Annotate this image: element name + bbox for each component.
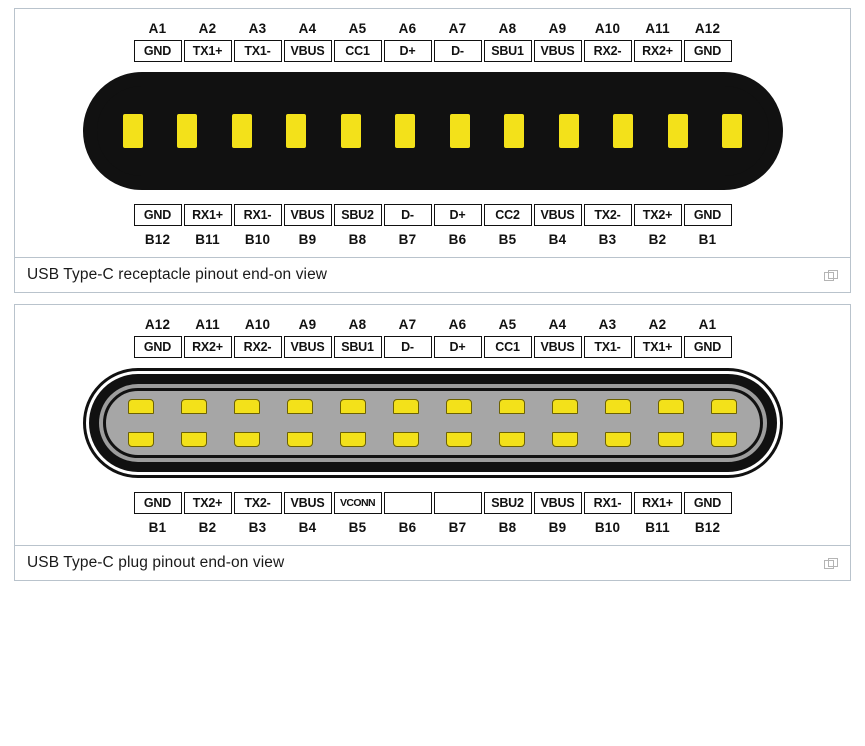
- pin-id: B6: [398, 520, 417, 535]
- pin-id: B10: [244, 232, 271, 247]
- pin-signal-box: SBU2: [334, 204, 382, 226]
- contact-pin: [613, 114, 633, 148]
- pin-id: A10: [594, 21, 621, 36]
- pin-signal-box: D-: [434, 40, 482, 62]
- pin-id: A11: [195, 317, 220, 332]
- receptacle-bottom-signals: [15, 204, 850, 226]
- pin-signal-cell: [183, 492, 233, 514]
- pin-signal-box: GND: [134, 492, 182, 514]
- pin-id: B6: [448, 232, 467, 247]
- pin-signal-cell: [383, 40, 433, 62]
- contact-pin: [552, 399, 578, 414]
- figure-receptacle: [14, 8, 851, 293]
- contact-pin: [450, 114, 470, 148]
- pin-id: B3: [598, 232, 617, 247]
- pin-signal-box: TX2-: [234, 492, 282, 514]
- pin-signal-box: VBUS: [534, 492, 582, 514]
- pin-signal-cell: [283, 204, 333, 226]
- pin-signal-cell: [533, 492, 583, 514]
- pin-signal-box: RX1-: [584, 492, 632, 514]
- contact-pin: [605, 399, 631, 414]
- pin-signal-box: VBUS: [534, 336, 582, 358]
- pin-signal-box: GND: [684, 40, 732, 62]
- receptacle-connector-graphic: [15, 66, 850, 194]
- pin-signal-cell: [183, 40, 233, 62]
- pin-signal-box: RX1-: [234, 204, 282, 226]
- pin-id: A4: [548, 317, 567, 332]
- receptacle-contact-row: [123, 114, 743, 148]
- pin-id: B7: [398, 232, 417, 247]
- pin-id: A2: [198, 21, 217, 36]
- contact-pin: [393, 432, 419, 447]
- contact-pin: [340, 399, 366, 414]
- pin-signal-box: D+: [384, 40, 432, 62]
- pin-id: B10: [594, 520, 621, 535]
- contact-pin: [605, 432, 631, 447]
- pin-signal-box: TX1+: [634, 336, 682, 358]
- pin-signal-cell: [333, 204, 383, 226]
- pin-id: A12: [694, 21, 721, 36]
- pin-id: A7: [448, 21, 467, 36]
- contact-pin: [393, 399, 419, 414]
- pin-id: A8: [498, 21, 517, 36]
- contact-pin: [234, 432, 260, 447]
- pin-signal-cell: [583, 40, 633, 62]
- pin-signal-cell: [283, 336, 333, 358]
- pin-signal-box: VBUS: [284, 492, 332, 514]
- receptacle-caption-bar: [15, 257, 850, 292]
- contact-pin: [181, 432, 207, 447]
- pin-signal-box: VBUS: [284, 336, 332, 358]
- pin-signal-box: GND: [134, 336, 182, 358]
- pin-id: B8: [498, 520, 517, 535]
- pin-signal-box: TX2-: [584, 204, 632, 226]
- pin-id: A11: [645, 21, 670, 36]
- pin-signal-cell: [533, 336, 583, 358]
- pin-signal-box: TX1+: [184, 40, 232, 62]
- pin-id: B11: [645, 520, 670, 535]
- pin-signal-box: RX2+: [184, 336, 232, 358]
- pin-signal-box: CC1: [334, 40, 382, 62]
- pin-signal-cell: [433, 204, 483, 226]
- pin-signal-cell: [333, 492, 383, 514]
- pin-signal-box: RX2+: [634, 40, 682, 62]
- contact-pin: [287, 399, 313, 414]
- plug-connector-graphic: [15, 362, 850, 482]
- pin-signal-cell: [283, 40, 333, 62]
- pin-signal-cell: [233, 204, 283, 226]
- pin-signal-cell: [133, 204, 183, 226]
- pin-signal-box: TX2+: [634, 204, 682, 226]
- pin-signal-box: D-: [384, 204, 432, 226]
- contact-pin: [286, 114, 306, 148]
- pin-signal-box: GND: [684, 204, 732, 226]
- pin-id: A7: [398, 317, 417, 332]
- plug-bottom-signals: [15, 492, 850, 514]
- receptacle-top-signals: [15, 40, 850, 62]
- contact-pin: [668, 114, 688, 148]
- receptacle-bottom-pin-ids: [15, 232, 850, 247]
- contact-pin: [552, 432, 578, 447]
- pin-id: A3: [248, 21, 267, 36]
- pin-signal-cell: [133, 40, 183, 62]
- pin-signal-cell: [433, 40, 483, 62]
- contact-pin: [658, 432, 684, 447]
- pin-signal-box: [384, 492, 432, 514]
- pin-signal-cell: [233, 336, 283, 358]
- contact-pin: [287, 432, 313, 447]
- plug-top-pin-ids: [15, 317, 850, 332]
- pin-id: A8: [348, 317, 367, 332]
- contact-pin: [340, 432, 366, 447]
- receptacle-shell: [83, 72, 783, 190]
- pin-id: B2: [648, 232, 667, 247]
- pin-signal-cell: [183, 204, 233, 226]
- contact-pin: [711, 432, 737, 447]
- plug-top-contact-row: [128, 399, 738, 414]
- pin-id: A9: [298, 317, 317, 332]
- pin-id: B4: [298, 520, 317, 535]
- receptacle-diagram: [15, 9, 850, 257]
- pin-signal-box: [434, 492, 482, 514]
- pin-signal-box: GND: [684, 492, 732, 514]
- pin-signal-cell: [483, 40, 533, 62]
- pin-signal-box: TX2+: [184, 492, 232, 514]
- pin-id: A5: [498, 317, 517, 332]
- pin-signal-box: TX1-: [584, 336, 632, 358]
- contact-pin: [446, 399, 472, 414]
- pin-signal-cell: [233, 40, 283, 62]
- figure-caption: USB Type-C receptacle pinout end-on view: [27, 266, 328, 283]
- pin-signal-cell: [683, 40, 733, 62]
- pin-signal-cell: [383, 204, 433, 226]
- pin-signal-cell: [233, 492, 283, 514]
- contact-pin: [128, 432, 154, 447]
- plug-outline: [83, 368, 783, 478]
- figure-plug: [14, 304, 851, 581]
- pin-id: B1: [698, 232, 717, 247]
- pin-id: A5: [348, 21, 367, 36]
- pin-signal-cell: [633, 40, 683, 62]
- contact-pin: [722, 114, 742, 148]
- pin-signal-box: VBUS: [284, 204, 332, 226]
- pin-signal-cell: [583, 336, 633, 358]
- receptacle-cavity: [97, 86, 769, 176]
- pin-signal-box: VCONN: [334, 492, 382, 514]
- pin-id: B8: [348, 232, 367, 247]
- pin-id: B5: [348, 520, 367, 535]
- pin-signal-box: GND: [134, 204, 182, 226]
- pin-id: A6: [398, 21, 417, 36]
- pin-id: A12: [144, 317, 171, 332]
- contact-pin: [446, 432, 472, 447]
- resize-handle-icon[interactable]: [824, 269, 838, 281]
- pin-signal-cell: [483, 204, 533, 226]
- pin-signal-box: SBU1: [334, 336, 382, 358]
- pin-signal-cell: [183, 336, 233, 358]
- pin-id: B2: [198, 520, 217, 535]
- pin-id: B1: [148, 520, 167, 535]
- pin-id: A2: [648, 317, 667, 332]
- pin-signal-box: RX2-: [234, 336, 282, 358]
- pin-id: A6: [448, 317, 467, 332]
- pin-signal-cell: [433, 336, 483, 358]
- pin-signal-cell: [583, 492, 633, 514]
- pin-signal-cell: [383, 336, 433, 358]
- contact-pin: [232, 114, 252, 148]
- figure-caption: USB Type-C plug pinout end-on view: [27, 554, 285, 571]
- pin-signal-cell: [533, 40, 583, 62]
- pin-id: A3: [598, 317, 617, 332]
- contact-pin: [711, 399, 737, 414]
- pin-signal-cell: [133, 492, 183, 514]
- pin-signal-cell: [633, 336, 683, 358]
- pin-id: B11: [195, 232, 220, 247]
- plug-body: [103, 388, 763, 458]
- plug-top-signals: [15, 336, 850, 358]
- contact-pin: [395, 114, 415, 148]
- pin-signal-cell: [333, 40, 383, 62]
- pin-id: B12: [144, 232, 171, 247]
- pin-signal-cell: [333, 336, 383, 358]
- contact-pin: [177, 114, 197, 148]
- pin-id: A4: [298, 21, 317, 36]
- pin-id: B9: [548, 520, 567, 535]
- pin-signal-box: RX1+: [634, 492, 682, 514]
- pin-signal-box: VBUS: [534, 40, 582, 62]
- pin-signal-box: CC2: [484, 204, 532, 226]
- pin-signal-cell: [683, 336, 733, 358]
- pin-signal-cell: [633, 492, 683, 514]
- contact-pin: [499, 399, 525, 414]
- pin-signal-box: RX1+: [184, 204, 232, 226]
- pin-signal-box: D+: [434, 204, 482, 226]
- pin-id: B9: [298, 232, 317, 247]
- pin-signal-cell: [683, 204, 733, 226]
- contact-pin: [341, 114, 361, 148]
- pin-signal-box: RX2-: [584, 40, 632, 62]
- contact-pin: [123, 114, 143, 148]
- pin-signal-cell: [583, 204, 633, 226]
- contact-pin: [499, 432, 525, 447]
- pin-signal-cell: [683, 492, 733, 514]
- plug-shell: [89, 374, 777, 472]
- pin-id: B3: [248, 520, 267, 535]
- contact-pin: [658, 399, 684, 414]
- pin-signal-cell: [533, 204, 583, 226]
- contact-pin: [559, 114, 579, 148]
- contact-pin: [128, 399, 154, 414]
- pin-signal-box: TX1-: [234, 40, 282, 62]
- pin-signal-box: CC1: [484, 336, 532, 358]
- pin-id: A1: [148, 21, 167, 36]
- resize-handle-icon[interactable]: [824, 557, 838, 569]
- pin-signal-box: GND: [134, 40, 182, 62]
- pin-signal-box: SBU1: [484, 40, 532, 62]
- pin-id: A1: [698, 317, 717, 332]
- pin-id: A10: [244, 317, 271, 332]
- pin-signal-cell: [383, 492, 433, 514]
- pin-id: B12: [694, 520, 721, 535]
- pin-signal-cell: [483, 336, 533, 358]
- contact-pin: [181, 399, 207, 414]
- pin-signal-box: VBUS: [534, 204, 582, 226]
- pin-signal-cell: [633, 204, 683, 226]
- pin-id: B5: [498, 232, 517, 247]
- pin-signal-cell: [133, 336, 183, 358]
- pin-id: B4: [548, 232, 567, 247]
- plug-diagram: [15, 305, 850, 545]
- pin-signal-cell: [283, 492, 333, 514]
- pin-signal-box: D-: [384, 336, 432, 358]
- receptacle-top-pin-ids: [15, 21, 850, 36]
- pin-signal-box: SBU2: [484, 492, 532, 514]
- pin-id: B7: [448, 520, 467, 535]
- pin-id: A9: [548, 21, 567, 36]
- pin-signal-cell: [483, 492, 533, 514]
- pin-signal-box: D+: [434, 336, 482, 358]
- pin-signal-box: GND: [684, 336, 732, 358]
- contact-pin: [234, 399, 260, 414]
- plug-bottom-contact-row: [128, 432, 738, 447]
- contact-pin: [504, 114, 524, 148]
- pin-signal-cell: [433, 492, 483, 514]
- plug-bottom-pin-ids: [15, 520, 850, 535]
- pin-signal-box: VBUS: [284, 40, 332, 62]
- plug-caption-bar: [15, 545, 850, 580]
